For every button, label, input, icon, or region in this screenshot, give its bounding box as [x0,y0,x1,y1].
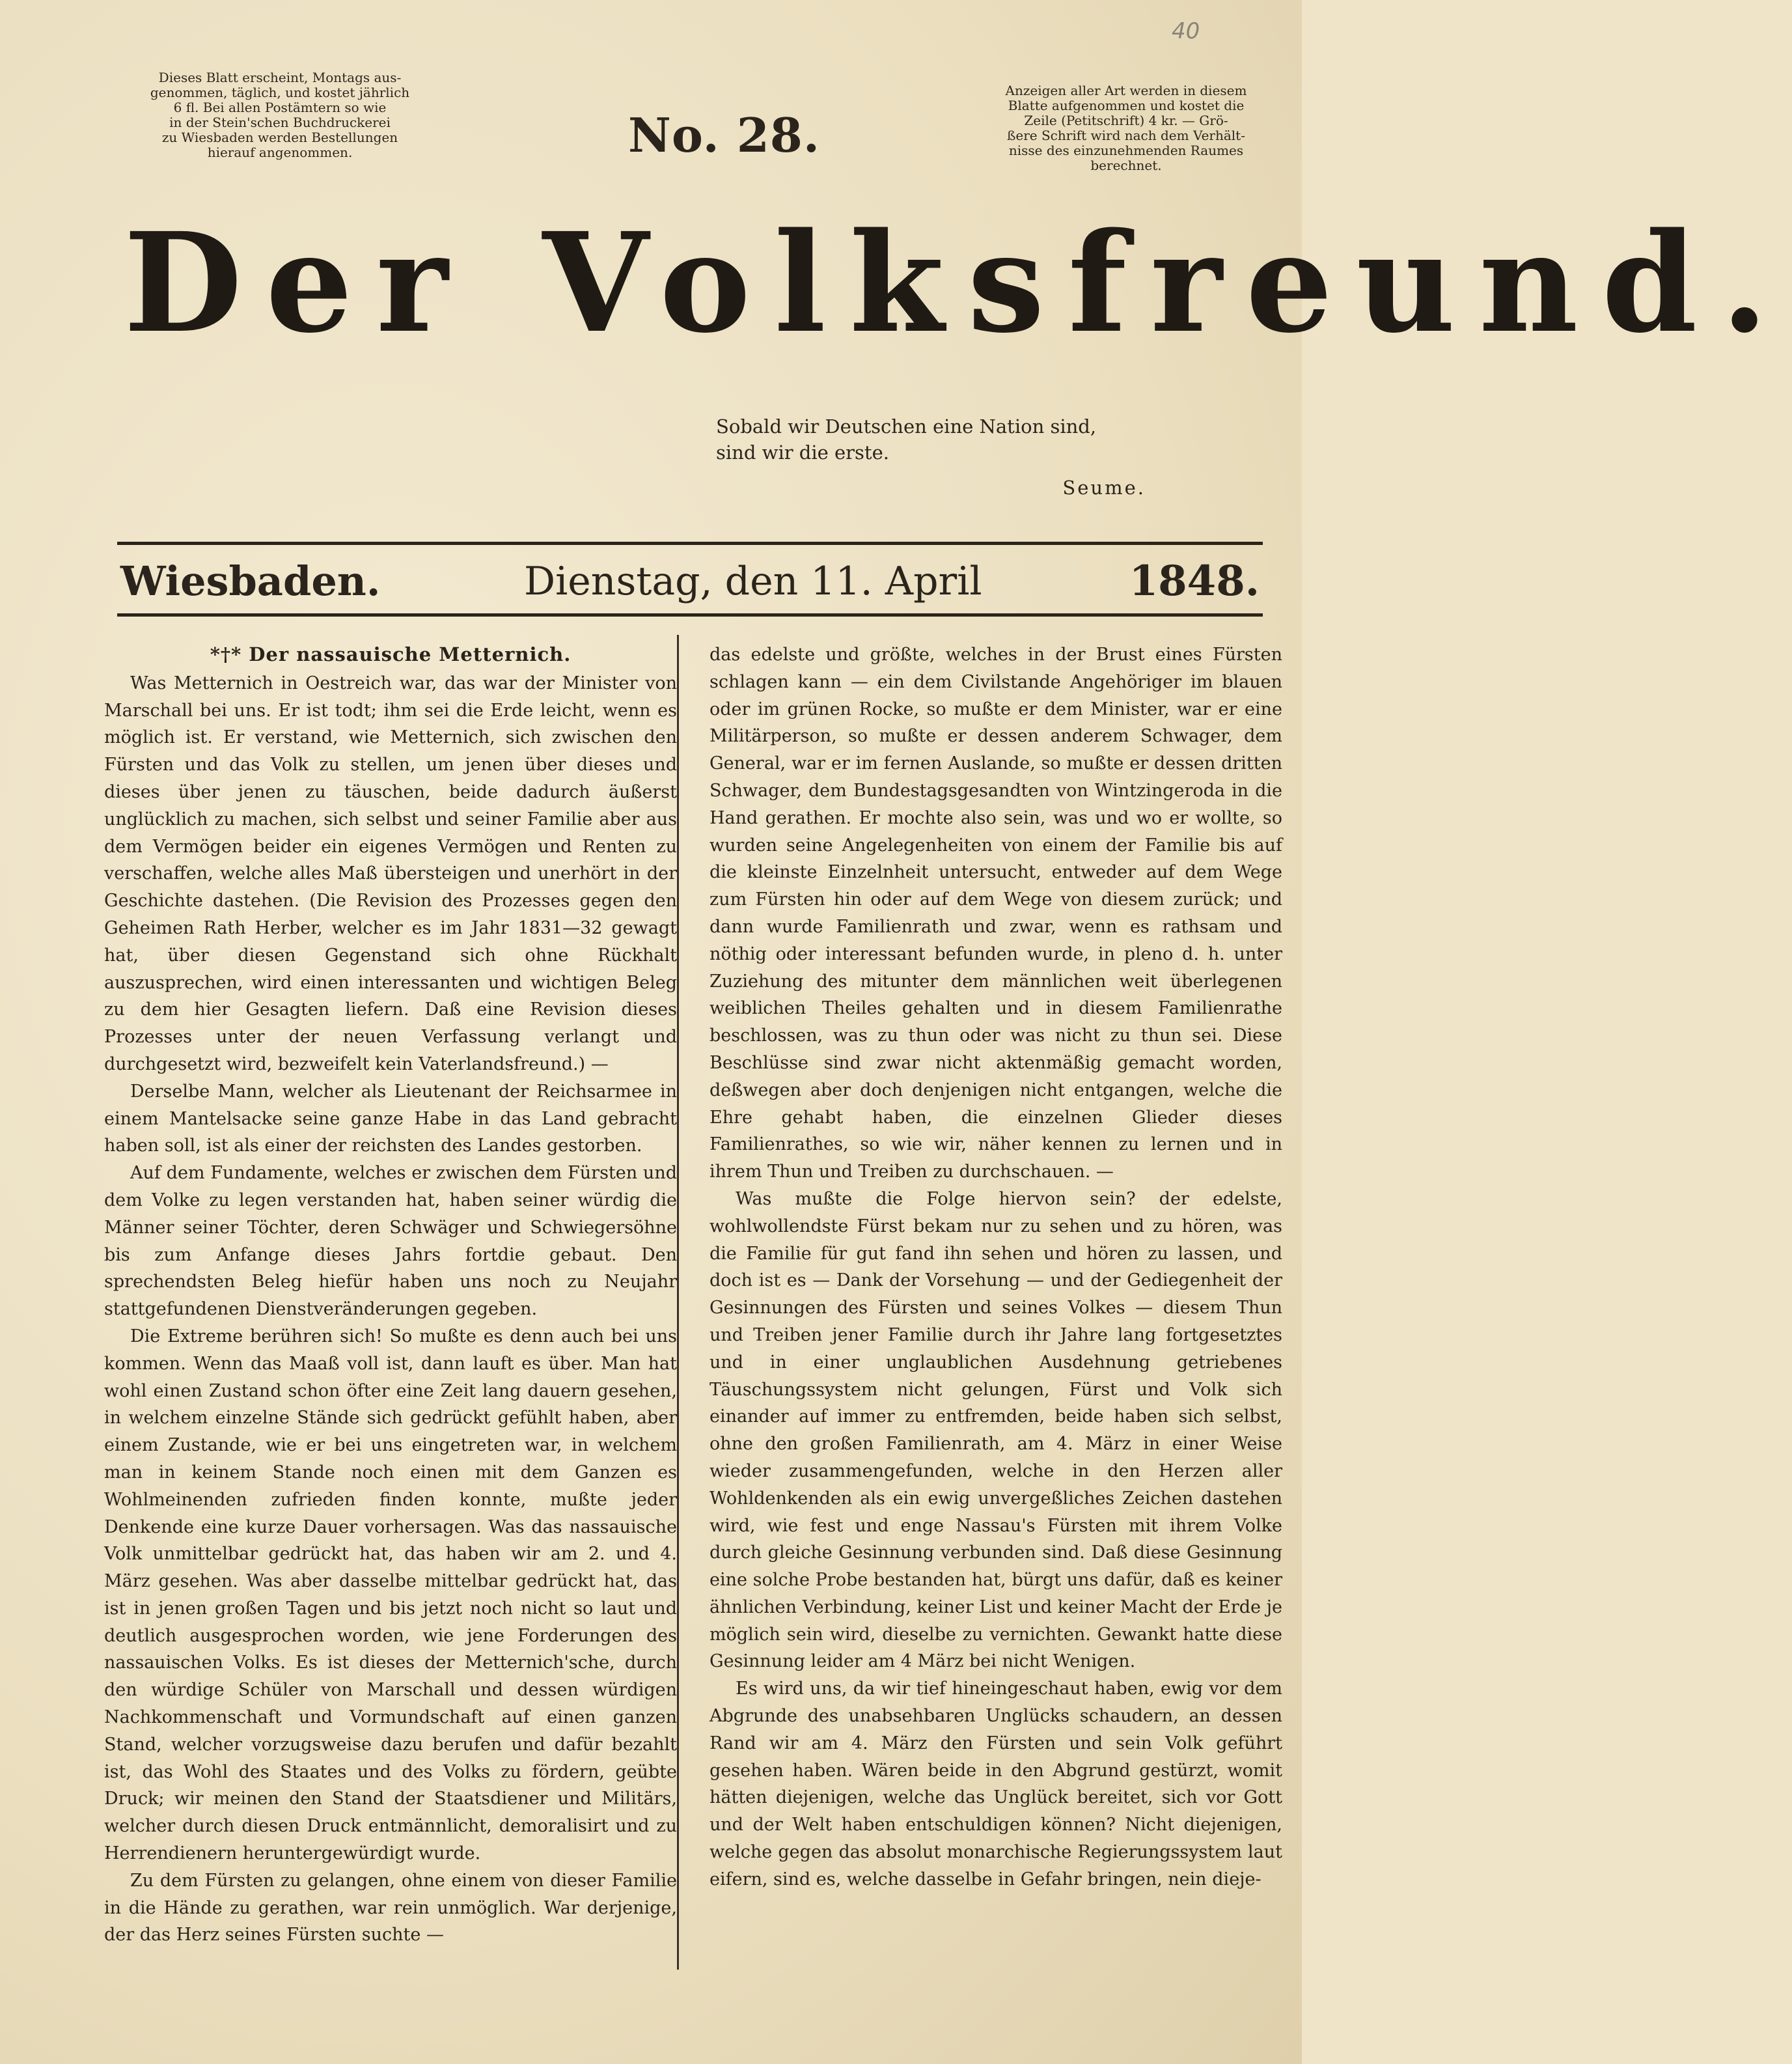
advertising-notice: Anzeigen aller Art werden in diesem Blatte aufgenommen und kostet die Zeile (Petitschrift) 4 kr. — Grö- ßere Schrift wird nach dem Verhält- nisse des einzunehmenden Raumes berechnet. [1005,83,1247,173]
publication-year: 1848. [1129,557,1260,606]
paragraph: Die Extreme berühren sich! So mußte es denn auch bei uns kommen. Wenn das Maaß voll ist, dann lauft es über. Man hat wohl einen Zustand schon öfter eine Zeit lang dauern gesehen, in welchem einzelne Stände sich gedrückt gefühlt haben, aber einem Zustande, wie er bei uns eingetreten war, in welchem man in keinem Stande noch einen mit dem Ganzen es Wohlmeinenden zufrieden finden konnte, mußte jeder Denkende eine kurze Dauer vorhersagen. Was das nassauische Volk unmittelbar gedrückt hat, das haben wir am 2. und 4. März gesehen. Was aber dasselbe mittelbar gedrückt hat, das ist in jenen großen Tagen und bis jetzt noch nicht so laut und deutlich ausgesprochen worden, wie jene Forderungen des nassauischen Volks. Es ist dieses der Metternich'sche, durch den würdige Schüler von Marschall und dessen würdigen Nachkommenschaft und Vormundschaft auf einen ganzen Stand, welcher vorzugsweise dazu berufen und dafür bezahlt ist, das Wohl des Staates und des Volks zu fördern, geübte Druck; wir meinen den Stand der Staatsdiener und Militärs, welcher durch diesen Druck entmännlicht, demoralisirt und zu Herrendienern heruntergewürdigt wurde. [104,1326,677,1864]
pencil-page-number: 40 [1172,18,1200,44]
article-title: *†* Der nassauische Metternich. [210,643,572,665]
column-divider [677,635,679,1970]
paragraph: Zu dem Fürsten zu gelangen, ohne einem von dieser Familie in die Hände zu gerathen, war rein unmöglich. War derjenige, der das Herz seines Fürsten suchte — [104,1870,677,1945]
paragraph: Es wird uns, da wir tief hineingeschaut haben, ewig vor dem Abgrunde des unabsehbaren Unglücks schaudern, an dessen Rand wir am 4. März den Fürsten und sein Volk geführt gesehen haben. Wären beide in den Abgrund gestürzt, womit hätten diejenigen, welche das Unglück bereitet, sich vor Gott und der Welt haben entschuldigen können? Nicht diejenigen, welche gegen das absolut monarchische Regierungssystem laut eifern, sind es, welche dasselbe in Gefahr bringen, nein dieje- [710,1679,1282,1890]
paragraph: Derselbe Mann, welcher als Lieutenant der Reichsarmee in einem Mantelsacke seine ganze Habe in das Land gebracht haben soll, ist als einer der reichsten des Landes gestorben. [104,1081,677,1156]
issue-number: No. 28. [628,107,820,163]
masthead-title: Der Volksfreund. [124,202,1792,363]
subscription-notice: Dieses Blatt erscheint, Montags aus- genommen, täglich, und kostet jährlich 6 fl. Bei allen Postämtern so wie in der Stein'schen Buchdruckerei zu Wiesbaden werden Bestellungen hierauf angenommen. [150,70,410,160]
top-rule [117,542,1263,545]
motto-line-1: Sobald wir Deutschen eine Nation sind, [716,415,1097,438]
motto [716,413,1237,501]
left-column [104,641,677,1949]
paragraph: Auf dem Fundamente, welches er zwischen dem Fürsten und dem Volke zu legen verstanden hat, haben seiner würdig die Männer seiner Töchter, deren Schwäger und Schwiegersöhne bis zum Anfange dieses Jahrs fortdie gebaut. Den sprechendsten Beleg hiefür haben uns noch zu Neujahr stattgefundenen Dienstveränderungen gegeben. [104,1163,677,1320]
paragraph: Was Metternich in Oestreich war, das war der Minister von Marschall bei uns. Er ist todt; ihm sei die Erde leicht, wenn es möglich ist. Er verstand, wie Metternich, sich zwischen den Fürsten und das Volk zu stellen, um jenen über dieses und dieses über jenen zu täuschen, beide dadurch äußerst unglücklich zu machen, sich selbst und seiner Familie aber aus dem Vermögen beider ein eigenes Vermögen und Renten zu verschaffen, welche alles Maß übersteigen und unerhört in der Geschichte dastehen. (Die Revision des Prozesses gegen den Geheimen Rath Herber, welcher es im Jahr 1831—32 gewagt hat, über diesen Gegenstand sich ohne Rückhalt auszusprechen, wird einen interessanten und wichtigen Beleg zu dem hier Gesagten liefern. Daß eine Revision dieses Prozesses unter der neuen Verfassung verlangt und durchgesetzt wird, bezweifelt kein Vaterlandsfreund.) — [104,673,677,1074]
place-of-publication: Wiesbaden. [120,557,381,605]
publication-date: Dienstag, den 11. April [524,559,982,604]
paragraph: Was mußte die Folge hiervon sein? der edelste, wohlwollendste Fürst bekam nur zu sehen und zu hören, was die Familie für gut fand ihn sehen und hören zu lassen, und doch ist es — Dank der Vorsehung — und der Gediegenheit der Gesinnungen des Fürsten und seines Volkes — diesem Thun und Treiben jener Familie durch ihr Jahre lang fortgesetztes und in einer unglaublichen Ausdehnung getriebenes Täuschungssystem nicht gelungen, Fürst und Volk sich einander auf immer zu entfremden, beide haben sich selbst, ohne den großen Familienrath, am 4. März in einer Weise wieder zusammengefunden, welche in den Herzen aller Wohldenkenden als ein ewig unvergeßliches Zeichen dastehen wird, wie fest und enge Nassau's Fürsten mit ihrem Volke durch gleiche Gesinnung verbunden sind. Daß diese Gesinnung eine solche Probe bestanden hat, bürgt uns dafür, daß es keiner ähnlichen Verbindung, keiner List und keiner Macht der Erde je möglich sein wird, dieselbe zu vernichten. Gewankt hatte diese Gesinnung leider am 4 März bei nicht Wenigen. [710,1188,1282,1672]
right-column [710,641,1282,1893]
bottom-rule [117,613,1263,617]
motto-line-2: sind wir die erste. [716,441,889,464]
paragraph: das edelste und größte, welches in der Brust eines Fürsten schlagen kann — ein dem Civilstande Angehöriger im blauen oder im grünen Rocke, so mußte er dem Minister, war er eine Militärperson, so mußte er dessen anderem Schwager, dem General, war er im fernen Auslande, so mußte er dessen dritten Schwager, dem Bundestagsgesandten von Wintzingeroda in die Hand gerathen. Er mochte also sein, was und wo er wollte, so wurden seine Angelegenheiten von einem der Familie bis auf die kleinste Einzelnheit untersucht, entweder auf dem Wege zum Fürsten hin oder auf dem Wege von diesem zurück; und dann wurde Familienrath und zwar, wenn es rathsam und nöthig oder interessant befunden wurde, in pleno d. h. unter Zuziehung des mitunter dem männlichen weit überlegenen weiblichen Theiles gehalten und in diesem Familienrathe beschlossen, was zu thun oder was nicht zu thun sei. Diese Beschlüsse sind zwar nicht aktenmäßig gemacht worden, deßwegen aber doch denjenigen nicht entgangen, welche die Ehre gehabt haben, die einzelnen Glieder dieses Familienrathes, so wie wir, näher kennen zu lernen und in ihrem Thun und Treiben zu durchschauen. — [710,645,1282,1182]
motto-author: Seume. [1062,477,1146,499]
dateline [120,552,1273,611]
